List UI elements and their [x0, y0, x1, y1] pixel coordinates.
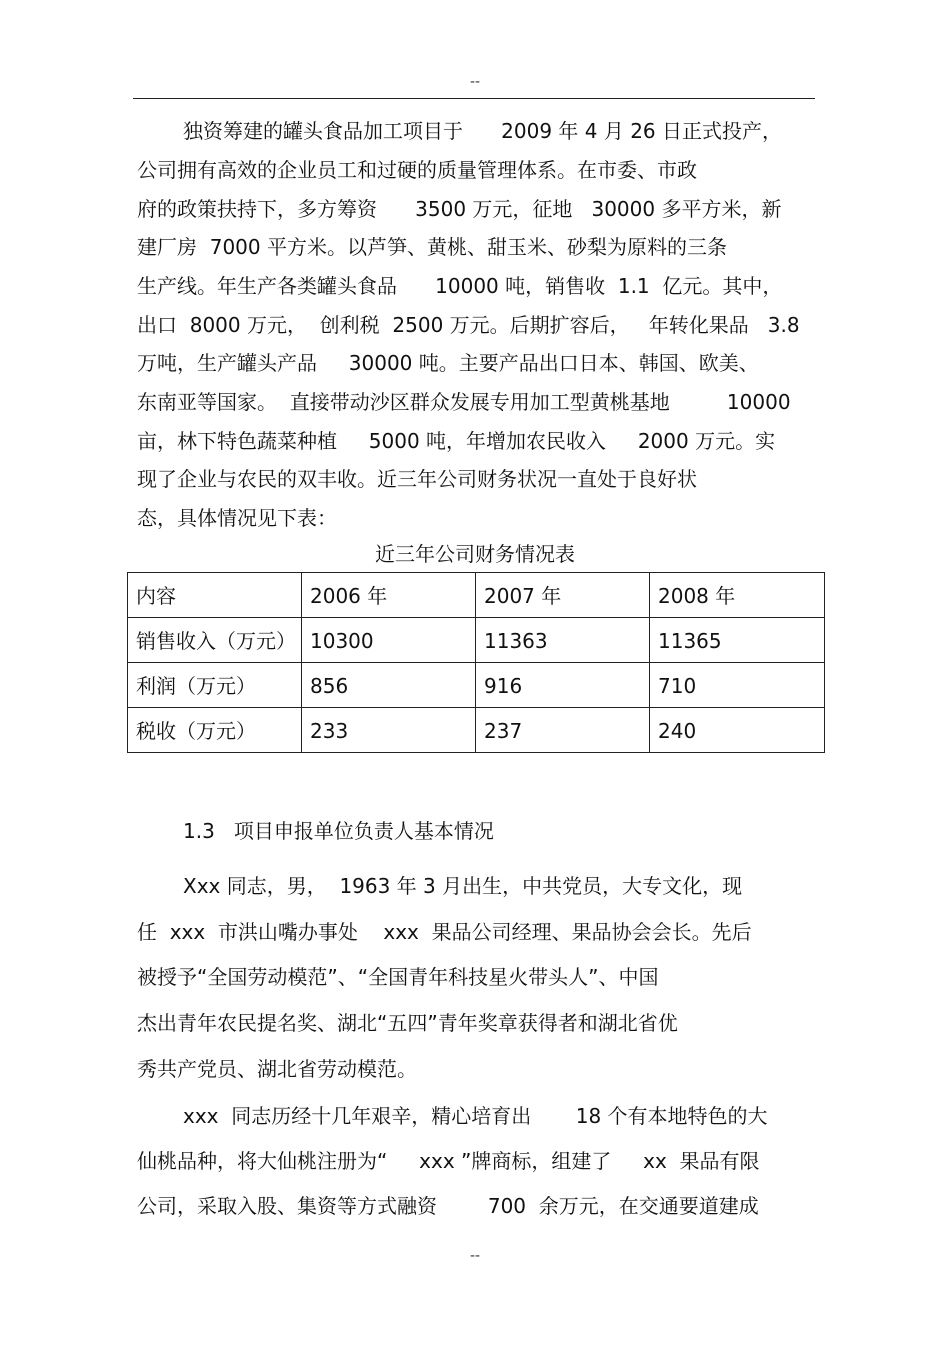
table-cell: 237	[476, 708, 650, 753]
text-line: 公司拥有高效的企业员工和过硬的质量管理体系。在市委、市政	[137, 158, 697, 182]
table-cell: 856	[302, 663, 476, 708]
table-row	[128, 618, 825, 663]
text-line: 被授予“全国劳动模范”、“全国青年科技星火带头人”、中国	[137, 965, 659, 989]
table-cell: 税收（万元）	[128, 708, 302, 753]
text-line: 建厂房 7000 平方米。以芦笋、黄桃、甜玉米、砂梨为原料的三条	[137, 235, 727, 259]
text-line: 独资筹建的罐头食品加工项目于 2009 年 4 月 26 日正式投产，	[183, 119, 783, 143]
table-header-cell: 2006 年	[302, 573, 476, 618]
text-line: 任 xxx 市洪山嘴办事处 xxx 果品公司经理、果品协会会长。先后	[137, 920, 752, 944]
text-line: 现了企业与农民的双丰收。近三年公司财务状况一直处于良好状	[137, 467, 697, 491]
text-line: 万吨，生产罐头产品 30000 吨。主要产品出口日本、韩国、欧美、	[137, 351, 759, 375]
table-cell: 销售收入（万元）	[128, 618, 302, 663]
text-line: 亩，林下特色蔬菜种植 5000 吨，年增加农民收入 2000 万元。实	[137, 429, 776, 453]
table-cell: 10300	[302, 618, 476, 663]
table-cell: 利润（万元）	[128, 663, 302, 708]
text-line: 府的政策扶持下，多方筹资 3500 万元，征地 30000 多平方米，新	[137, 197, 782, 221]
section-heading	[183, 818, 494, 844]
text-line: 杰出青年农民提名奖、湖北“五四”青年奖章获得者和湖北省优	[137, 1011, 678, 1035]
page-footer-mark: --	[469, 1248, 481, 1264]
page-header-rule	[133, 98, 815, 99]
text-line: 秀共产党员、湖北省劳动模范。	[137, 1057, 417, 1081]
table-header-cell: 2008 年	[650, 573, 825, 618]
text-line: 公司，采取入股、集资等方式融资 700 余万元，在交通要道建成	[137, 1194, 759, 1218]
table-cell: 916	[476, 663, 650, 708]
text-line: 东南亚等国家。 直接带动沙区群众发展专用加工型黄桃基地 10000	[137, 390, 791, 414]
text-line: 仙桃品种，将大仙桃注册为“ xxx ”牌商标，组建了 xx 果品有限	[137, 1149, 760, 1173]
table-cell: 11365	[650, 618, 825, 663]
page-header-mark: --	[469, 74, 481, 90]
table-caption: 近三年公司财务情况表	[375, 542, 575, 566]
table-header-cell: 内容	[128, 573, 302, 618]
text-line: xxx 同志历经十几年艰辛，精心培育出 18 个有本地特色的大	[183, 1104, 768, 1128]
table-cell: 11363	[476, 618, 650, 663]
table-header-row	[128, 573, 825, 618]
section-number: 1.3	[183, 819, 215, 843]
table-cell: 710	[650, 663, 825, 708]
financial-table	[127, 572, 825, 753]
text-line: 生产线。年生产各类罐头食品 10000 吨，销售收 1.1 亿元。其中，	[137, 274, 783, 298]
text-line: Xxx 同志，男， 1963 年 3 月出生，中共党员，大专文化，现	[183, 874, 743, 898]
table-row	[128, 663, 825, 708]
table-row	[128, 708, 825, 753]
text-line: 出口 8000 万元， 创利税 2500 万元。后期扩容后， 年转化果品 3.8	[137, 313, 800, 337]
section-title: 项目申报单位负责人基本情况	[233, 819, 494, 843]
table-cell: 233	[302, 708, 476, 753]
table-header-cell: 2007 年	[476, 573, 650, 618]
table-cell: 240	[650, 708, 825, 753]
text-line: 态，具体情况见下表：	[137, 506, 337, 530]
